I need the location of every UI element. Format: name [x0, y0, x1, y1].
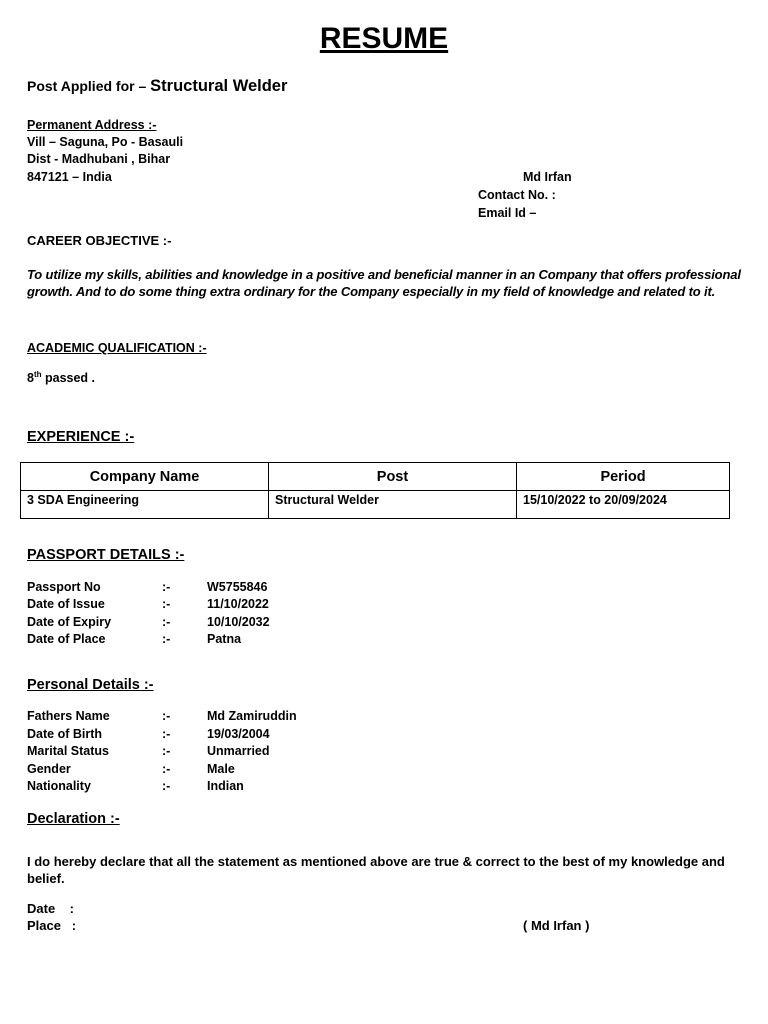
career-objective-heading: CAREER OBJECTIVE :- [27, 233, 172, 248]
marital-status-value: Unmarried [207, 744, 270, 758]
cell-period: 15/10/2022 to 20/09/2024 [517, 491, 730, 519]
separator: :- [162, 779, 171, 793]
experience-table [20, 462, 730, 519]
separator: :- [162, 709, 171, 723]
separator: :- [162, 727, 171, 741]
contact-name: Md Irfan [523, 170, 572, 184]
post-applied-line [27, 77, 287, 96]
academic-rest: passed . [41, 371, 96, 386]
separator: :- [162, 615, 171, 629]
contact-number-label: Contact No. : [478, 188, 556, 202]
academic-number: 8 [27, 371, 34, 386]
cell-company: 3 SDA Engineering [21, 491, 269, 519]
career-objective-text: To utilize my skills, abilities and knowledge in a positive and beneficial manner in an Company that offers professional growth. And to do some thing extra ordinary for the Company especially in my field of knowledge and related to it. [27, 267, 741, 299]
address-line: 847121 – India [27, 170, 112, 184]
gender-value: Male [207, 762, 235, 776]
academic-qualification [27, 370, 95, 385]
column-header-post: Post [269, 463, 517, 491]
separator: :- [162, 744, 171, 758]
post-applied-label: Post Applied for – [27, 78, 147, 94]
signature-name: ( Md Irfan ) [523, 918, 590, 933]
address-line: Dist - Madhubani , Bihar [27, 152, 171, 166]
table-row [21, 491, 730, 519]
experience-heading: EXPERIENCE :- [27, 429, 135, 445]
separator: :- [162, 597, 171, 611]
fathers-name-value: Md Zamiruddin [207, 709, 297, 723]
email-label: Email Id – [478, 206, 537, 220]
resume-title: RESUME [319, 22, 449, 55]
issue-date-label: Date of Issue [27, 597, 105, 611]
nationality-value: Indian [207, 779, 244, 793]
passport-no-label: Passport No [27, 580, 101, 594]
date-label: Date : [27, 901, 74, 916]
academic-heading: ACADEMIC QUALIFICATION :- [27, 341, 207, 355]
personal-details-heading: Personal Details :- [27, 677, 154, 693]
declaration-heading: Declaration :- [27, 811, 120, 827]
marital-status-label: Marital Status [27, 744, 109, 758]
declaration-text: I do hereby declare that all the statement as mentioned above are true & correct to the best of my knowledge and belief. [27, 854, 725, 886]
place-label: Place : [27, 918, 77, 933]
passport-heading: PASSPORT DETAILS :- [27, 547, 185, 563]
place-of-issue-label: Date of Place [27, 632, 106, 646]
column-header-period: Period [517, 463, 730, 491]
table-header-row [21, 463, 730, 491]
address-line: Vill – Saguna, Po - Basauli [27, 135, 184, 149]
dob-value: 19/03/2004 [207, 727, 270, 741]
dob-label: Date of Birth [27, 727, 102, 741]
separator: :- [162, 762, 171, 776]
gender-label: Gender [27, 762, 71, 776]
separator: :- [162, 580, 171, 594]
column-header-company: Company Name [21, 463, 269, 491]
nationality-label: Nationality [27, 779, 91, 793]
cell-post: Structural Welder [269, 491, 517, 519]
separator: :- [162, 632, 171, 646]
expiry-date-value: 10/10/2032 [207, 615, 270, 629]
address-heading: Permanent Address :- [27, 118, 157, 132]
post-applied-value: Structural Welder [150, 77, 288, 95]
issue-date-value: 11/10/2022 [207, 597, 269, 611]
academic-superscript: th [33, 370, 42, 379]
expiry-date-label: Date of Expiry [27, 615, 112, 629]
place-of-issue-value: Patna [207, 632, 242, 646]
fathers-name-label: Fathers Name [27, 709, 110, 723]
passport-no-value: W5755846 [207, 580, 268, 594]
